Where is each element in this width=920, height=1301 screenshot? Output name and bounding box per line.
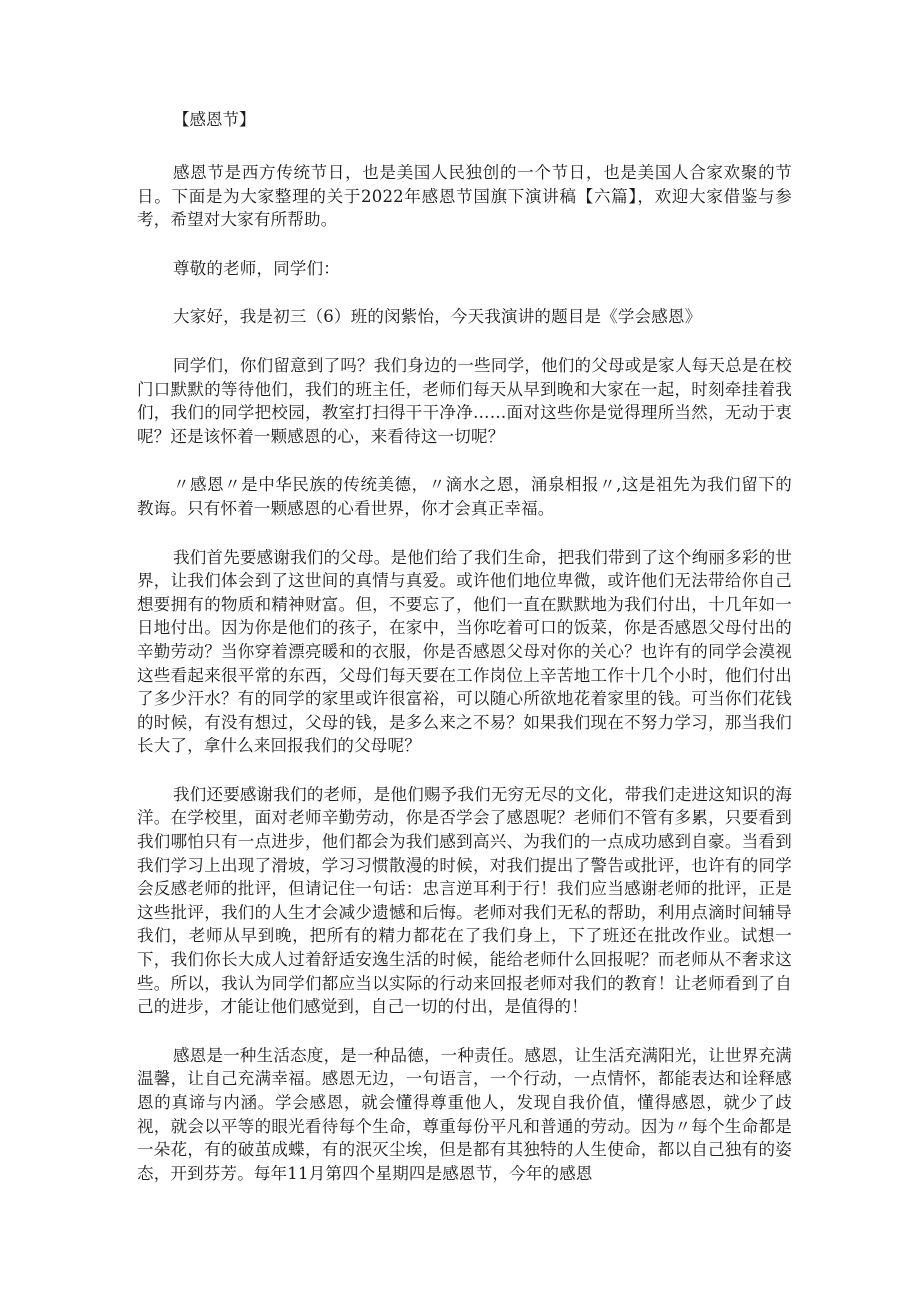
paragraph-classmates: 同学们，你们留意到了吗？我们身边的一些同学，他们的父母或是家人每天总是在校门口默默的等待他们，我们的班主任，老师们每天从早到晚和大家在一起，时刻牵挂着我们，我们的同学把校园，教室打扫得干干净净……面对这些你是觉得理所当然，无动于衷呢？还是该怀着一颗感恩的心，来看待这一切呢？	[137, 355, 792, 446]
document-title: 【感恩节】	[173, 110, 256, 129]
paragraph-parents: 我们首先要感谢我们的父母。是他们给了我们生命，把我们带到了这个绚丽多彩的世界，让我们体会到了这世间的真情与真爱。或许他们地位卑微，或许他们无法带给你自己想要拥有的物质和精神财富。但，不要忘了，他们一直在默默地为我们付出，十几年如一日地付出。因为你是他们的孩子，在家中，当你吃着可口的饭菜，你是否感恩父母付出的辛勤劳动？当你穿着漂亮暖和的衣服，你是否感恩父母对你的关心？也许有的同学会漠视这些看起来很平常的东西，父母们每天要在工作岗位上辛苦地工作十几个小时，他们付出了多少汗水？有的同学的家里或许很富裕，可以随心所欲地花着家里的钱。可当你们花钱的时候，有没有想过，父母的钱，是多么来之不易？如果我们现在不努力学习，那当我们长大了，拿什么来回报我们的父母呢？	[137, 547, 792, 756]
paragraph-teachers: 我们还要感谢我们的老师，是他们赐予我们无穷无尽的文化，带我们走进这知识的海洋。在学校里，面对老师辛勤劳动，你是否学会了感恩呢？老师们不管有多累，只要看到我们哪怕只有一点进步，他们都会为我们感到高兴、为我们的一点成功感到自豪。当看到我们学习上出现了滑坡，学习习惯散漫的时候，对我们提出了警告或批评，也许有的同学会反感老师的批评，但请记住一句话：忠言逆耳利于行！我们应当感谢老师的批评，正是这些批评，我们的人生才会减少遗憾和后悔。老师对我们无私的帮助，利用点滴时间辅导我们，老师从早到晚，把所有的精力都花在了我们身上，下了班还在批改作业。试想一下，我们你长大成人过着舒适安逸生活的时候，能给老师什么回报呢？而老师从不奢求这些。所以，我认为同学们都应当以实际的行动来回报老师对我们的教育！让老师看到了自己的进步，才能让他们感觉到，自己一切的付出，是值得的！	[137, 784, 792, 1017]
paragraph-greeting: 大家好，我是初三（6）班的闵紫怡，今天我演讲的题目是《学会感恩》	[173, 307, 702, 327]
paragraph-intro: 感恩节是西方传统节日，也是美国人民独创的一个节日，也是美国人合家欢聚的节日。下面是为大家整理的关于2022年感恩节国旗下演讲稿【六篇】，欢迎大家借鉴与参考，希望对大家有所帮助。	[137, 163, 792, 230]
document-page	[137, 108, 792, 1210]
paragraph-virtue: 〃感恩〃是中华民族的传统美德，〃滴水之恩，涌泉相报〃,这是祖先为我们留下的教诲。只有怀着一颗感恩的心看世界，你才会真正幸福。	[137, 475, 792, 518]
paragraph-salutation: 尊敬的老师，同学们：	[173, 258, 340, 278]
paragraph-attitude: 感恩是一种生活态度，是一种品德，一种责任。感恩，让生活充满阳光，让世界充满温馨，让自己充满幸福。感恩无边，一句语言，一个行动，一点情怀，都能表达和诠释感恩的真谛与内涵。学会感恩，就会懂得尊重他人，发现自我价值，懂得感恩，就少了歧视，就会以平等的眼光看待每个生命，尊重每份平凡和普通的劳动。因为〃每个生命都是一朵花，有的破茧成蝶，有的泯灭尘埃，但是都有其独特的人生使命，都以自己独有的姿态，开到芬芳。每年11月第四个星期四是感恩节，今年的感恩	[137, 1045, 792, 1183]
